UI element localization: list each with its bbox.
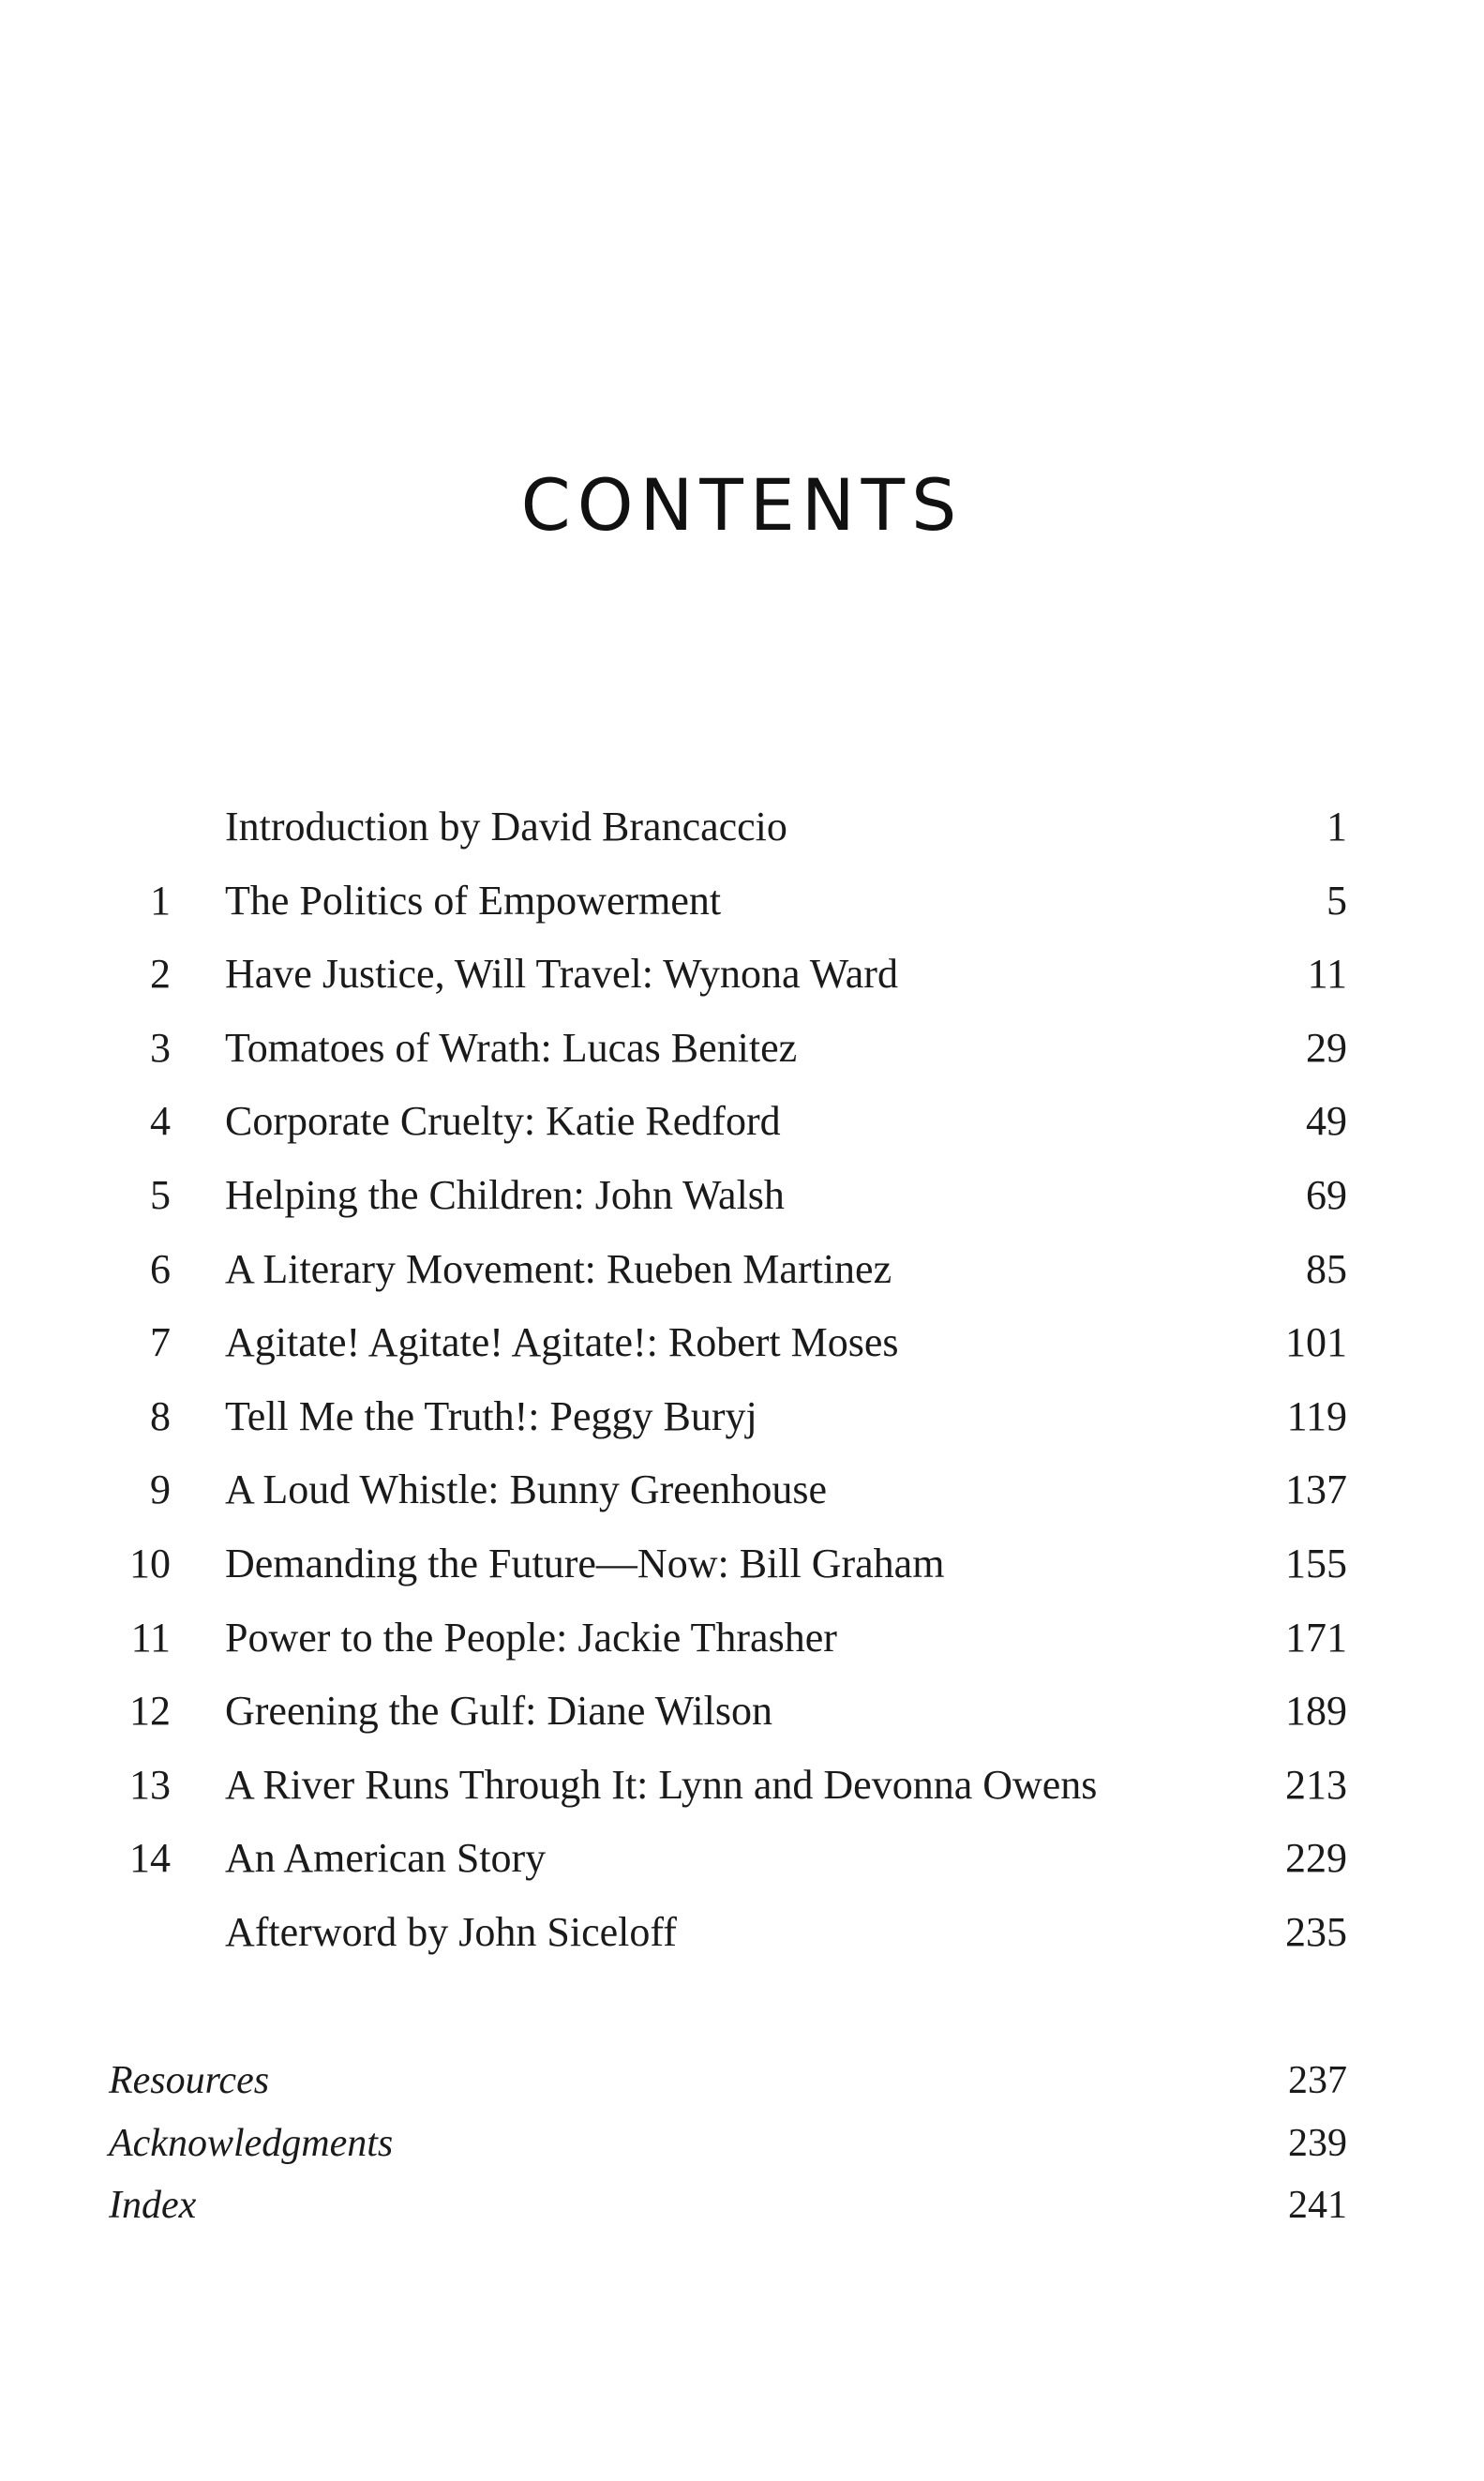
chapter-title: Corporate Cruelty: Katie Redford (225, 1098, 781, 1145)
chapter-number: 8 (150, 1392, 171, 1439)
toc-entry-chapter-3[interactable] (0, 1012, 1484, 1086)
chapter-number: 11 (130, 1614, 171, 1661)
chapter-title: Agitate! Agitate! Agitate!: Robert Moses (225, 1319, 899, 1366)
page-number: 1 (1327, 804, 1347, 850)
chapter-title: Power to the People: Jackie Thrasher (225, 1614, 837, 1661)
chapter-number: 5 (150, 1171, 171, 1218)
toc-entry-chapter-10[interactable] (0, 1527, 1484, 1601)
toc-entry-introduction[interactable] (0, 790, 1484, 865)
table-of-contents (0, 790, 1484, 1970)
chapter-title: Greening the Gulf: Diane Wilson (225, 1688, 772, 1735)
chapter-number: 12 (129, 1688, 171, 1735)
page-title: CONTENTS (520, 462, 964, 547)
page-number: 189 (1285, 1688, 1347, 1735)
chapter-number: 2 (150, 951, 171, 998)
toc-entry-chapter-13[interactable] (0, 1749, 1484, 1823)
chapter-number: 14 (129, 1835, 171, 1882)
page-number: 11 (1307, 951, 1347, 998)
page-number: 29 (1306, 1024, 1347, 1071)
chapter-number: 13 (129, 1761, 171, 1808)
chapter-number: 4 (150, 1098, 171, 1145)
page-number: 235 (1285, 1908, 1347, 1955)
backmatter-title: Acknowledgments (109, 2121, 394, 2165)
toc-entry-chapter-7[interactable] (0, 1306, 1484, 1380)
chapter-title: Tell Me the Truth!: Peggy Buryj (225, 1392, 757, 1439)
chapter-number: 10 (129, 1540, 171, 1586)
page-number: 213 (1285, 1761, 1347, 1808)
backmatter-entry-acknowledgments[interactable] (0, 2113, 1484, 2175)
chapter-number: 7 (150, 1319, 171, 1366)
chapter-title: Introduction by David Brancaccio (225, 804, 787, 850)
page-number: 171 (1285, 1614, 1347, 1661)
chapter-number: 6 (150, 1245, 171, 1292)
page-number: 69 (1306, 1171, 1347, 1218)
chapter-title: A River Runs Through It: Lynn and Devonna Owens (225, 1761, 1098, 1808)
chapter-number: 1 (150, 877, 171, 924)
page-number: 119 (1286, 1392, 1347, 1439)
toc-entry-chapter-4[interactable] (0, 1085, 1484, 1159)
page-number: 85 (1306, 1245, 1347, 1292)
chapter-title: Demanding the Future—Now: Bill Graham (225, 1540, 945, 1586)
toc-entry-chapter-6[interactable] (0, 1233, 1484, 1307)
chapter-title: A Loud Whistle: Bunny Greenhouse (225, 1466, 827, 1513)
chapter-number: 3 (150, 1024, 171, 1071)
chapter-title: Have Justice, Will Travel: Wynona Ward (225, 951, 898, 998)
backmatter-title: Resources (109, 2059, 270, 2102)
page-number: 239 (1288, 2121, 1347, 2165)
page-number: 237 (1288, 2059, 1347, 2102)
back-matter-list (0, 2050, 1484, 2237)
page-number: 229 (1285, 1835, 1347, 1882)
backmatter-entry-index[interactable] (0, 2174, 1484, 2237)
page-number: 241 (1288, 2184, 1347, 2227)
chapter-title: Tomatoes of Wrath: Lucas Benitez (225, 1024, 798, 1071)
chapter-title: The Politics of Empowerment (225, 877, 722, 924)
toc-entry-afterword[interactable] (0, 1896, 1484, 1970)
chapter-title: Helping the Children: John Walsh (225, 1171, 785, 1218)
page-number: 5 (1327, 877, 1347, 924)
toc-entry-chapter-1[interactable] (0, 865, 1484, 939)
toc-entry-chapter-8[interactable] (0, 1380, 1484, 1454)
chapter-title: Afterword by John Siceloff (225, 1908, 677, 1955)
toc-entry-chapter-5[interactable] (0, 1159, 1484, 1233)
chapter-title: An American Story (225, 1835, 547, 1882)
toc-entry-chapter-12[interactable] (0, 1675, 1484, 1749)
page-number: 49 (1306, 1098, 1347, 1145)
toc-entry-chapter-2[interactable] (0, 938, 1484, 1012)
backmatter-title: Index (109, 2184, 197, 2227)
chapter-title: A Literary Movement: Rueben Martinez (225, 1245, 892, 1292)
backmatter-entry-resources[interactable] (0, 2050, 1484, 2113)
page-number: 101 (1285, 1319, 1347, 1366)
toc-entry-chapter-9[interactable] (0, 1453, 1484, 1527)
chapter-number: 9 (150, 1466, 171, 1513)
toc-entry-chapter-11[interactable] (0, 1601, 1484, 1676)
page-number: 137 (1285, 1466, 1347, 1513)
page-number: 155 (1285, 1540, 1347, 1586)
toc-entry-chapter-14[interactable] (0, 1822, 1484, 1896)
